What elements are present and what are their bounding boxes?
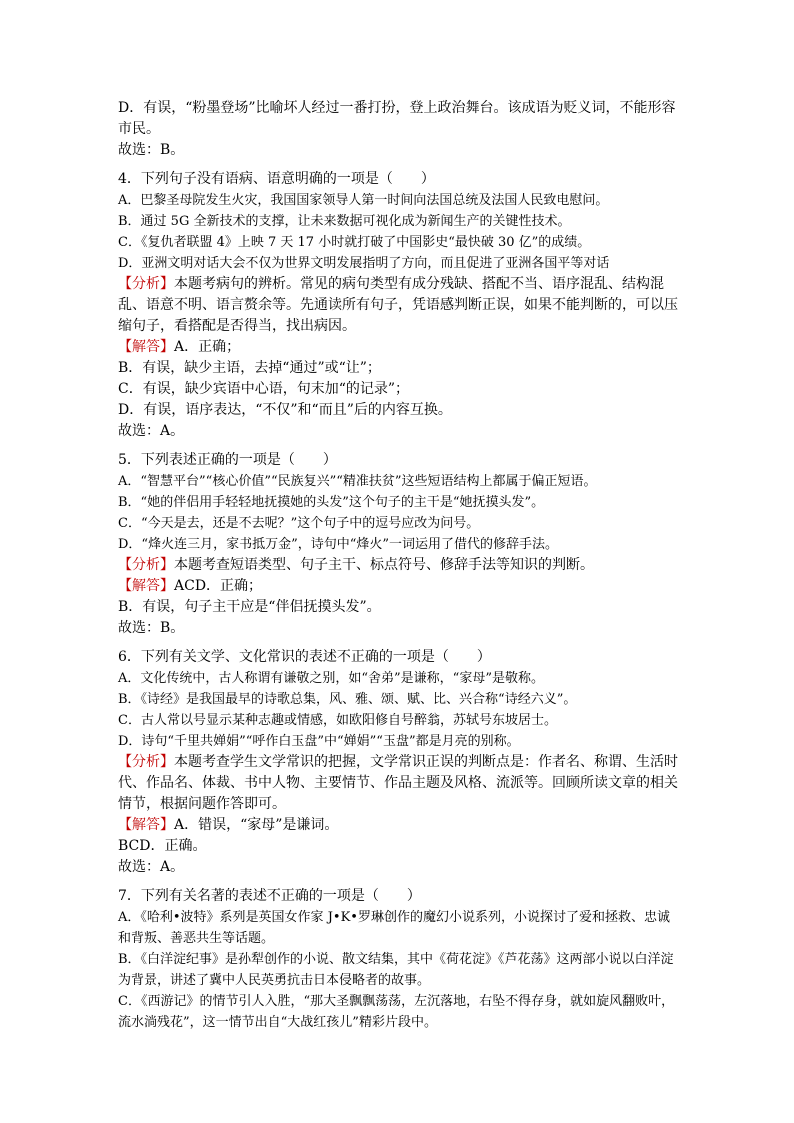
question-stem: 4．下列句子没有语病、语意明确的一项是（ ）	[118, 171, 435, 187]
question-4	[118, 169, 678, 442]
option-c: C．《复仇者联盟 4》上映 7 天 17 小时就打破了中国影史“最快破 30 亿”的成绩。	[118, 235, 591, 250]
analysis-tag: 【分析】	[118, 276, 174, 292]
option-d: D．诗句“千里共婵娟”“呼作白玉盘”中“婵娟”“玉盘”都是月亮的别称。	[118, 734, 520, 749]
answer	[118, 815, 678, 836]
option-d: D．亚洲文明对话大会不仅为世界文明发展指明了方向，而且促进了亚洲各国平等对话	[118, 256, 610, 271]
analysis-text: 本题考查学生文学常识的把握，文学常识正误的判断点是：作者名、称谓、生活时代、作品名、体裁、书中人物、主要情节、作品主题及风格、流派等。回顾所读文章的相关情节，根据问题作答即可。	[118, 754, 678, 812]
option-d: D．“烽火连三月，家书抵万金”，诗句中“烽火”一词运用了借代的修辞手法。	[118, 537, 559, 552]
question-stem: 7．下列有关名著的表述不正确的一项是（ ）	[118, 888, 421, 904]
option-c: C．《西游记》的情节引人入胜，“那大圣飘飘荡荡，左沉落地，右坠不得存身，就如旋风翻败叶，流水淌残花”，这一情节出自“大战红孩儿”精彩片段中。	[118, 994, 675, 1030]
answer-line: B．有误，缺少主语，去掉“通过”或“让”；	[118, 360, 381, 376]
option-a: A．《哈利•波特》系列是英国女作家 J•K•罗琳创作的魔幻小说系列，小说探讨了爱和拯救、忠诚和背叛、善恶共生等话题。	[118, 910, 670, 946]
analysis-tag: 【分析】	[118, 557, 174, 573]
analysis-text: 本题考病句的辨析。常见的病句类型有成分残缺、搭配不当、语序混乱、结构混乱、语意不明、语言赘余等。先通读所有句子，凭语感判断正误，如果不能判断的，可以压缩句子，看搭配是否得当，找出病因。	[118, 276, 678, 334]
analysis	[118, 555, 678, 576]
question-stem: 6．下列有关文学、文化常识的表述不正确的一项是（ ）	[118, 649, 491, 665]
question-6	[118, 647, 678, 878]
option-a: A．文化传统中，古人称谓有谦敬之别，如“舍弟”是谦称，“家母”是敬称。	[118, 671, 544, 686]
question-stem: 5．下列表述正确的一项是（ ）	[118, 452, 337, 468]
answer-line: B．有误，句子主干应是“伴侣抚摸头发”。	[118, 599, 381, 615]
answer-lead: A．正确；	[174, 339, 241, 355]
question-5	[118, 450, 678, 639]
conclusion: 故选：B。	[118, 142, 185, 158]
conclusion: 故选：A。	[118, 859, 185, 875]
analysis	[118, 752, 678, 815]
answer-line: BCD．正确。	[118, 838, 207, 854]
analysis	[118, 274, 678, 337]
conclusion: 故选：B。	[118, 620, 185, 636]
option-b: B．《诗经》是我国最早的诗歌总集，风、雅、颂、赋、比、兴合称“诗经六义”。	[118, 692, 577, 707]
answer	[118, 576, 678, 597]
option-b: B．通过 5G 全新技术的支撑，让未来数据可视化成为新闻生产的关键性技术。	[118, 214, 571, 229]
option-d-explanation: D．有误，“粉墨登场”比喻坏人经过一番打扮，登上政治舞台。该成语为贬义词，不能形容市民。	[118, 100, 676, 137]
analysis-tag: 【分析】	[118, 754, 174, 770]
answer-tag: 【解答】	[118, 817, 174, 833]
document-page	[118, 98, 678, 1033]
answer	[118, 337, 678, 358]
answer-line: C．有误，缺少宾语中心语，句末加“的记录”；	[118, 381, 410, 397]
analysis-text: 本题考查短语类型、句子主干、标点符号、修辞手法等知识的判断。	[174, 557, 594, 573]
question-7	[118, 886, 678, 1033]
answer-lead: A．错误，“家母”是谦词。	[174, 817, 339, 833]
option-a: A．巴黎圣母院发生火灾，我国国家领导人第一时间向法国总统及法国人民致电慰问。	[118, 193, 609, 208]
option-b: B．“她的伴侣用手轻轻地抚摸她的头发”这个句子的主干是“她抚摸头发”。	[118, 495, 545, 510]
option-c: C．古人常以号显示某种志趣或情感，如欧阳修自号醉翁，苏轼号东坡居士。	[118, 713, 557, 728]
option-c: C．“今天是去，还是不去呢？”这个句子中的逗号应改为问号。	[118, 516, 480, 531]
answer-tag: 【解答】	[118, 578, 174, 594]
option-b: B．《白洋淀纪事》是孙犁创作的小说、散文结集，其中《荷花淀》《芦花荡》这两部小说以白洋淀为背景，讲述了冀中人民英勇抗击日本侵略者的故事。	[118, 952, 674, 988]
answer-tag: 【解答】	[118, 339, 174, 355]
answer-lead: ACD．正确；	[174, 578, 263, 594]
option-a: A．“智慧平台”“核心价值”“民族复兴”“精准扶贫”这些短语结构上都属于偏正短语。	[118, 474, 597, 489]
conclusion: 故选：A。	[118, 423, 185, 439]
answer-line: D．有误，语序表达，“不仅”和“而且”后的内容互换。	[118, 402, 452, 418]
